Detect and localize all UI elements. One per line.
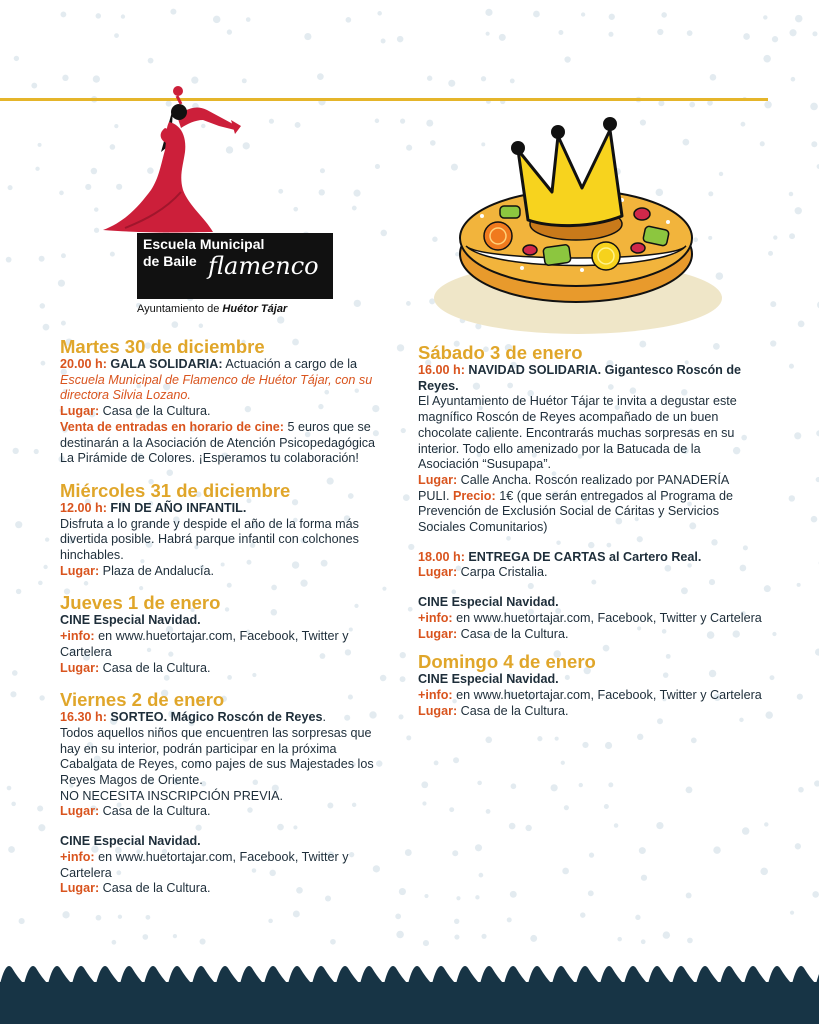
info-value: en www.huetortajar.com, Facebook, Twitter y Cartelera: [60, 629, 349, 659]
event-title-end: .: [322, 710, 326, 725]
right-column: [418, 343, 763, 719]
event-paragraph: [60, 357, 380, 404]
roscon-crown-icon: [432, 96, 722, 341]
info-label: +info:: [418, 610, 453, 625]
event-title: SORTEO. Mágico Roscón de Reyes: [106, 710, 323, 725]
event-time: 18.00 h:: [418, 549, 465, 564]
day-heading: Martes 30 de diciembre: [60, 336, 265, 357]
event-text: Actuación a cargo de la: [222, 357, 358, 371]
location-value: Casa de la Cultura.: [99, 404, 211, 419]
info-label: +info:: [60, 849, 95, 864]
event-location: [60, 881, 380, 897]
event-text: El Ayuntamiento de Huétor Tájar te invita a degustar este magnífico Roscón de Reyes acompañado de un buen chocolate caliente. Encontrarás muchas sorpresas en su interior. Todo ello amenizado por la Batucada de la Asociación “Susupapa”.: [418, 394, 737, 472]
event-title: CINE Especial Navidad.: [60, 834, 201, 849]
event-title: CINE Especial Navidad.: [418, 595, 559, 610]
location-label: Lugar:: [418, 472, 458, 487]
flamenco-dancer-icon: [95, 82, 245, 252]
day-heading: Miércoles 31 de diciembre: [60, 479, 291, 501]
price-label: Precio:: [453, 488, 496, 503]
event-time: 12.00 h:: [60, 500, 107, 515]
event-tickets: [60, 420, 380, 467]
location-label: Lugar:: [60, 660, 100, 675]
event-title: CINE Especial Navidad.: [60, 613, 201, 628]
event-location: [418, 565, 763, 581]
location-value: Casa de la Cultura.: [457, 626, 569, 641]
location-label: Lugar:: [60, 404, 100, 419]
location-value: Casa de la Cultura.: [99, 804, 211, 819]
event-title: FIN DE AÑO INFANTIL.: [106, 500, 247, 515]
event-time: 20.00 h:: [60, 357, 107, 371]
event-paragraph: [60, 501, 380, 517]
tickets-value: 5 euros que se destinarán a la Asociación de Atención Psicopedagógica La Pirámide de Colores. ¡Esperamos tu colaboración!: [60, 419, 376, 466]
tickets-label: Venta de entradas en horario de cine:: [60, 419, 284, 434]
event-location: [60, 661, 380, 677]
location-label: Lugar:: [418, 565, 458, 580]
event-note: NO NECESITA INSCRIPCIÓN PREVIA.: [60, 788, 283, 803]
event-info: [60, 629, 380, 660]
logo-sub-bold: Huétor Tájar: [222, 303, 288, 315]
event-location: [60, 804, 380, 820]
event-title: CINE Especial Navidad.: [418, 672, 559, 687]
location-label: Lugar:: [418, 626, 458, 641]
event-location: [418, 704, 763, 720]
location-label: Lugar:: [60, 881, 100, 896]
event-location: [418, 473, 763, 536]
event-location: [418, 627, 763, 643]
location-label: Lugar:: [60, 804, 100, 819]
logo-subtitle: [137, 303, 287, 315]
left-column: [60, 337, 380, 897]
event-time: 16.00 h:: [418, 363, 465, 377]
location-label: Lugar:: [418, 703, 458, 718]
day-heading: Domingo 4 de enero: [418, 651, 596, 673]
info-value: en www.huetortajar.com, Facebook, Twitter y Cartelera: [60, 849, 349, 880]
event-text: Disfruta a lo grande y despide el año de la forma más divertida posible. Habrá parque infantil con colchones hinchables.: [60, 516, 359, 563]
event-title: GALA SOLIDARIA:: [110, 357, 223, 371]
event-location: [60, 564, 380, 580]
event-paragraph: [418, 550, 763, 566]
logo-line3: flamenco: [208, 252, 319, 280]
event-title: NAVIDAD SOLIDARIA. Gigantesco Roscón de Reyes.: [418, 363, 742, 393]
day-heading: Viernes 2 de enero: [60, 689, 225, 711]
event-info: [418, 611, 763, 627]
event-location: [60, 404, 380, 420]
location-value: Casa de la Cultura.: [99, 881, 211, 896]
event-paragraph: [60, 710, 380, 726]
info-label: +info:: [60, 629, 95, 644]
info-value: en www.huetortajar.com, Facebook, Twitter y Cartelera: [452, 610, 762, 625]
location-value: Casa de la Cultura.: [457, 703, 569, 718]
event-text: Todos aquellos niños que encuentren las sorpresas que hay en su interior, podrán participar en la próxima Cabalgata de Reyes, como pajes de sus Majestades los Reyes Magos de Oriente.: [60, 725, 374, 788]
price-value: 1€ (que serán entregados al Programa de Prevención de Exclusión Social de Cáritas y Servicios Sociales Comunitarios): [418, 488, 734, 535]
location-value: Carpa Cristalia.: [457, 565, 548, 580]
logo-line2: de Baile: [143, 253, 197, 269]
day-heading: Sábado 3 de enero: [418, 342, 583, 363]
event-paragraph: [418, 363, 763, 394]
info-value: en www.huetortajar.com, Facebook, Twitter y Cartelera: [452, 687, 762, 702]
info-label: +info:: [418, 687, 453, 702]
bottom-wave-border: [0, 954, 819, 1024]
event-time: 16.30 h:: [60, 710, 107, 725]
event-italic-text: Escuela Municipal de Flamenco de Huétor Tájar, con su directora Silvia Lozano.: [60, 372, 373, 403]
logo-line1: Escuela Municipal: [143, 236, 265, 252]
event-title: ENTREGA DE CARTAS al Cartero Real.: [464, 549, 702, 564]
location-value: Calle Ancha. Roscón realizado por PANADERÍA PULI.: [418, 472, 729, 503]
location-value: Casa de la Cultura.: [99, 660, 211, 675]
logo-sub-prefix: Ayuntamiento de: [137, 303, 220, 315]
day-heading: Jueves 1 de enero: [60, 592, 221, 614]
location-value: Plaza de Andalucía.: [99, 563, 215, 578]
event-info: [418, 688, 763, 704]
event-info: [60, 850, 380, 881]
location-label: Lugar:: [60, 563, 100, 578]
